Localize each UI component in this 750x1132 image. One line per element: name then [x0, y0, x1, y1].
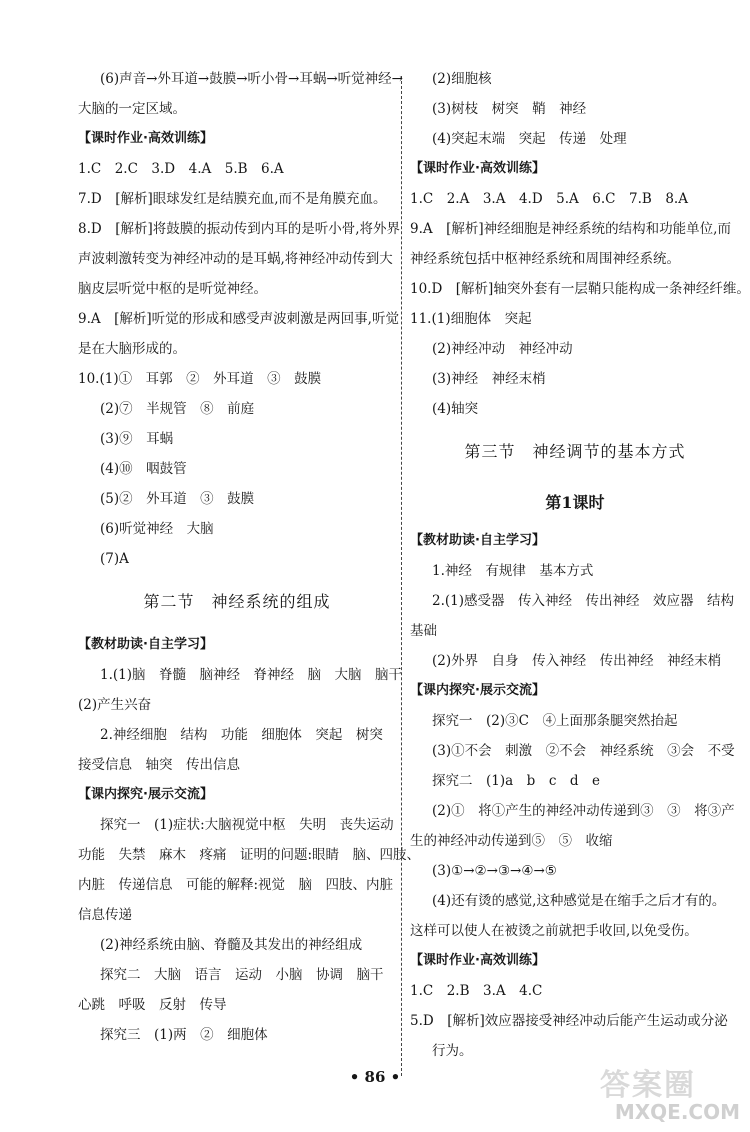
text-line: 内脏 传递信息 可能的解释:视觉 脑 四肢、内脏 — [78, 877, 394, 893]
text-line: 这样可以使人在被烫之前就把手收回,以免受伤。 — [410, 923, 698, 939]
left-column — [78, 64, 421, 1050]
text-line: 探究二 (1)a b c d e — [432, 773, 601, 789]
section-heading: 【教材助读·自主学习】 — [78, 637, 213, 652]
text-line: (2)细胞核 — [432, 71, 492, 87]
text-line: (4)⑩ 咽鼓管 — [100, 461, 187, 477]
text-line: 神经系统包括中枢神经系统和周围神经系统。 — [410, 251, 680, 267]
text-line: (3)⑨ 耳蜗 — [100, 431, 174, 447]
text-line: (6)听觉神经 大脑 — [100, 521, 214, 537]
text-line: 探究三 (1)两 ② 细胞体 — [100, 1027, 268, 1043]
section-heading: 【课时作业·高效训练】 — [78, 131, 213, 146]
text-line: 10.(1)① 耳郭 ② 外耳道 ③ 鼓膜 — [78, 371, 322, 387]
text-line: (2)⑦ 半规管 ⑧ 前庭 — [100, 401, 255, 417]
text-line: 2.神经细胞 结构 功能 细胞体 突起 树突 — [100, 727, 383, 743]
text-line: (7)A — [100, 551, 129, 567]
chapter-title: 第二节 神经系统的组成 — [143, 592, 331, 611]
text-line: (2)产生兴奋 — [78, 697, 152, 713]
text-line: 是在大脑形成的。 — [78, 341, 186, 357]
text-line: 9.A [解析]听觉的形成和感受声波刺激是两回事,听觉 — [78, 311, 399, 327]
text-line: 声波刺激转变为神经冲动的是耳蜗,将神经冲动传到大 — [78, 251, 393, 267]
text-line: 探究一 (2)③C ④上面那条腿突然抬起 — [432, 713, 678, 729]
text-line: (2)① 将①产生的神经冲动传递到③ ③ 将③产 — [432, 803, 735, 819]
text-line: 9.A [解析]神经细胞是神经系统的结构和功能单位,而 — [410, 221, 731, 237]
page-number: • 86 • — [349, 1068, 401, 1086]
text-line: 功能 失禁 麻木 疼痛 证明的问题:眼睛 脑、四肢、 — [78, 847, 421, 863]
text-line: (5)② 外耳道 ③ 鼓膜 — [100, 491, 255, 507]
text-line: (2)神经冲动 神经冲动 — [432, 341, 573, 357]
text-line: 11.(1)细胞体 突起 — [410, 311, 532, 327]
text-line: 1.C 2.A 3.A 4.D 5.A 6.C 7.B 8.A — [410, 191, 688, 207]
text-line: (3)①不会 刺激 ②不会 神经系统 ③会 不受 — [432, 743, 735, 759]
text-line: 5.D [解析]效应器接受神经冲动后能产生运动或分泌 — [410, 1013, 728, 1029]
text-line: 信息传递 — [78, 907, 132, 923]
text-line: 脑皮层听觉中枢的是听觉神经。 — [78, 281, 267, 297]
column-divider — [401, 76, 402, 1076]
watermark-top: 答案圈 — [600, 1068, 696, 1103]
text-line: 探究一 (1)症状:大脑视觉中枢 失明 丧失运动 — [100, 817, 394, 833]
text-line: 10.D [解析]轴突外套有一层鞘只能构成一条神经纤维。 — [410, 281, 750, 297]
text-line: 大脑的一定区域。 — [78, 101, 186, 117]
text-line: 2.(1)感受器 传入神经 传出神经 效应器 结构 — [432, 593, 735, 609]
text-line: (6)声音→外耳道→鼓膜→听小骨→耳蜗→听觉神经→ — [100, 71, 403, 87]
text-line: (3)神经 神经末梢 — [432, 371, 546, 387]
text-line: (3)树枝 树突 鞘 神经 — [432, 101, 587, 117]
text-line: 行为。 — [432, 1043, 473, 1059]
section-heading: 【课内探究·展示交流】 — [78, 787, 213, 802]
text-line: 8.D [解析]将鼓膜的振动传到内耳的是听小骨,将外界 — [78, 221, 401, 237]
text-line: 7.D [解析]眼球发红是结膜充血,而不是角膜充血。 — [78, 191, 387, 207]
text-line: 生的神经冲动传递到⑤ ⑤ 收缩 — [410, 833, 613, 849]
text-line: 1.C 2.C 3.D 4.A 5.B 6.A — [78, 161, 284, 177]
text-line: 接受信息 轴突 传出信息 — [78, 757, 240, 773]
section-heading: 【教材助读·自主学习】 — [410, 533, 545, 548]
watermark-bottom: MXQE.COM — [614, 1100, 740, 1124]
lesson-title: 第1课时 — [545, 493, 605, 512]
section-heading: 【课内探究·展示交流】 — [410, 683, 545, 698]
text-line: 1.神经 有规律 基本方式 — [432, 563, 594, 579]
text-line: 1.(1)脑 脊髓 脑神经 脊神经 脑 大脑 脑干 — [100, 667, 403, 683]
text-line: 基础 — [410, 623, 437, 639]
text-line: (3)①→②→③→④→⑤ — [432, 863, 557, 879]
text-line: (2)神经系统由脑、脊髓及其发出的神经组成 — [100, 937, 363, 953]
section-heading: 【课时作业·高效训练】 — [410, 161, 545, 176]
text-line: 心跳 呼吸 反射 传导 — [78, 997, 227, 1013]
text-line: (4)轴突 — [432, 401, 479, 417]
text-line: 探究二 大脑 语言 运动 小脑 协调 脑干 — [100, 967, 384, 983]
text-line: (4)还有烫的感觉,这种感觉是在缩手之后才有的。 — [432, 893, 726, 909]
text-line: (4)突起末端 突起 传递 处理 — [432, 131, 627, 147]
text-line: (2)外界 自身 传入神经 传出神经 神经末梢 — [432, 653, 722, 669]
section-heading: 【课时作业·高效训练】 — [410, 953, 545, 968]
right-column — [410, 64, 750, 1066]
chapter-title: 第三节 神经调节的基本方式 — [464, 442, 686, 461]
watermark-logo — [600, 1070, 740, 1126]
text-line: 1.C 2.B 3.A 4.C — [410, 983, 543, 999]
